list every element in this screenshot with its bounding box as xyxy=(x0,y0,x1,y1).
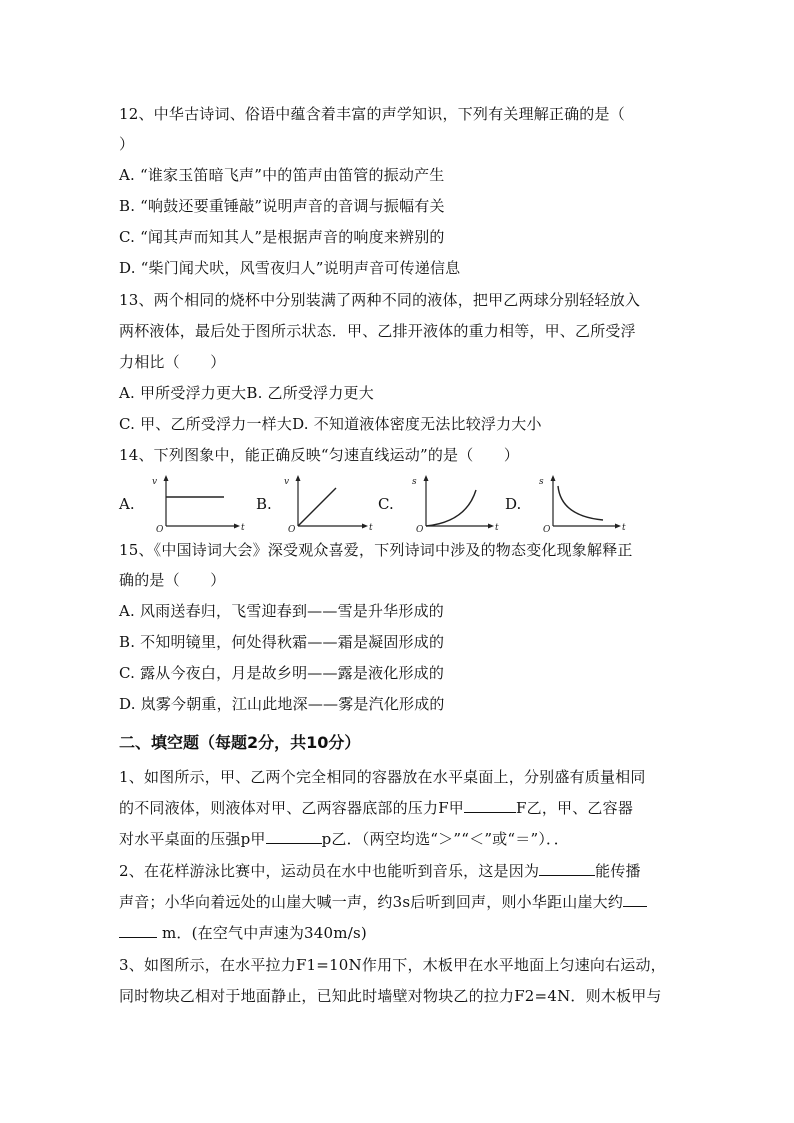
q15-option-d: D. 岚雾今朝重，江山此地深——雾是汽化形成的 xyxy=(119,695,445,713)
q14-graph-a-y-label: v xyxy=(152,477,158,487)
q13-stem-line-2: 两杯液体，最后处于图所示状态．甲、乙排开液体的重力相等，甲、乙所受浮 xyxy=(119,322,636,340)
q12-option-b: B. “响鼓还要重锤敲”说明声音的音调与振幅有关 xyxy=(119,197,445,215)
f1-line-3-text-a: 对水平桌面的压强p甲 xyxy=(119,830,266,848)
f2-line-3 xyxy=(119,923,367,943)
q13-stem-line-1: 13、两个相同的烧杯中分别装满了两种不同的液体，把甲乙两球分别轻轻放入 xyxy=(119,291,641,309)
f1-line-2-text-a: 的不同液体，则液体对甲、乙两容器底部的压力F甲 xyxy=(119,799,465,817)
q14-graph-b-origin: O xyxy=(288,525,296,534)
answer-blank[interactable] xyxy=(539,861,595,876)
q12-stem-line-1: 12、中华古诗词、俗语中蕴含着丰富的声学知识，下列有关理解正确的是（ xyxy=(119,105,625,123)
f2-line-1-text-a: 2、在花样游泳比赛中，运动员在水中也能听到音乐，这是因为 xyxy=(119,862,540,880)
f1-line-3-text-b: p乙．（两空均选“＞”“＜”或“＝”）．． xyxy=(321,830,569,848)
answer-blank[interactable] xyxy=(119,923,157,938)
q12-stem-line-2: ） xyxy=(119,135,135,153)
f2-line-1-text-b: 能传播 xyxy=(595,862,641,880)
q12-option-c: C. “闻其声而知其人”是根据声音的响度来辨别的 xyxy=(119,228,445,246)
q14-graph-b xyxy=(278,472,376,534)
q13-options-ab: A. 甲所受浮力更大B. 乙所受浮力更大 xyxy=(119,384,374,402)
q14-graph-c-x-label: t xyxy=(495,523,499,533)
q14-graph-c-origin: O xyxy=(416,525,424,534)
f1-line-2-text-b: F乙，甲、乙容器 xyxy=(516,799,634,817)
q15-option-a: A. 风雨送春归，飞雪迎春到——雪是升华形成的 xyxy=(119,602,444,620)
q14-label-a: A. xyxy=(119,495,135,513)
q14-graph-d-x-label: t xyxy=(622,523,626,533)
q12-option-a: A. “谁家玉笛暗飞声”中的笛声由笛管的振动产生 xyxy=(119,166,445,184)
q14-label-b: B. xyxy=(256,495,272,513)
q15-stem-line-2: 确的是（ ） xyxy=(119,571,226,589)
f1-line-2 xyxy=(119,798,633,818)
q14-graph-c-y-label: s xyxy=(412,477,417,487)
q15-option-b: B. 不知明镜里，何处得秋霜——霜是凝固形成的 xyxy=(119,633,445,651)
q14-graph-d xyxy=(527,472,629,534)
answer-blank[interactable] xyxy=(266,829,322,844)
q15-stem-line-1: 15、《中国诗词大会》深受观众喜爱，下列诗词中涉及的物态变化现象解释正 xyxy=(119,541,633,559)
section-2-title: 二、填空题（每题2分，共10分） xyxy=(119,733,361,752)
q14-graph-a xyxy=(144,472,248,534)
f2-line-1 xyxy=(119,861,641,881)
f2-line-2-text-a: 声音；小华向着远处的山崖大喊一声，约3s后听到回声，则小华距山崖大约 xyxy=(119,893,624,911)
f3-line-2: 同时物块乙相对于地面静止，已知此时墙壁对物块乙的拉力F2=4N．则木板甲与 xyxy=(119,987,662,1005)
f3-line-1: 3、如图所示，在水平拉力F1=10N作用下，木板甲在水平地面上匀速向右运动， xyxy=(119,956,666,974)
q14-label-c: C. xyxy=(378,495,394,513)
q14-graph-b-x-label: t xyxy=(369,523,373,533)
q14-label-d: D. xyxy=(505,495,522,513)
q14-graph-d-origin: O xyxy=(543,525,551,534)
q14-graph-b-y-label: v xyxy=(284,477,290,487)
q14-graph-a-origin: O xyxy=(156,525,164,534)
f2-line-2 xyxy=(119,892,647,912)
q14-graph-a-x-label: t xyxy=(241,523,245,533)
f2-line-3-text: m．(在空气中声速为340m/s) xyxy=(157,924,367,942)
q13-options-cd: C. 甲、乙所受浮力一样大D. 不知道液体密度无法比较浮力大小 xyxy=(119,415,542,433)
q14-graph-d-y-label: s xyxy=(539,477,544,487)
q12-option-d: D. “柴门闻犬吠，风雪夜归人”说明声音可传递信息 xyxy=(119,259,461,277)
q14-stem: 14、下列图象中，能正确反映“匀速直线运动”的是（ ） xyxy=(119,446,520,464)
f1-line-1: 1、如图所示，甲、乙两个完全相同的容器放在水平桌面上，分别盛有质量相同 xyxy=(119,768,646,786)
answer-blank[interactable] xyxy=(464,798,516,813)
answer-blank[interactable] xyxy=(623,892,647,907)
f1-line-3 xyxy=(119,829,569,849)
q15-option-c: C. 露从今夜白，月是故乡明——露是液化形成的 xyxy=(119,664,445,682)
q14-graph-c xyxy=(400,472,500,534)
q13-stem-line-3: 力相比（ ） xyxy=(119,353,226,371)
